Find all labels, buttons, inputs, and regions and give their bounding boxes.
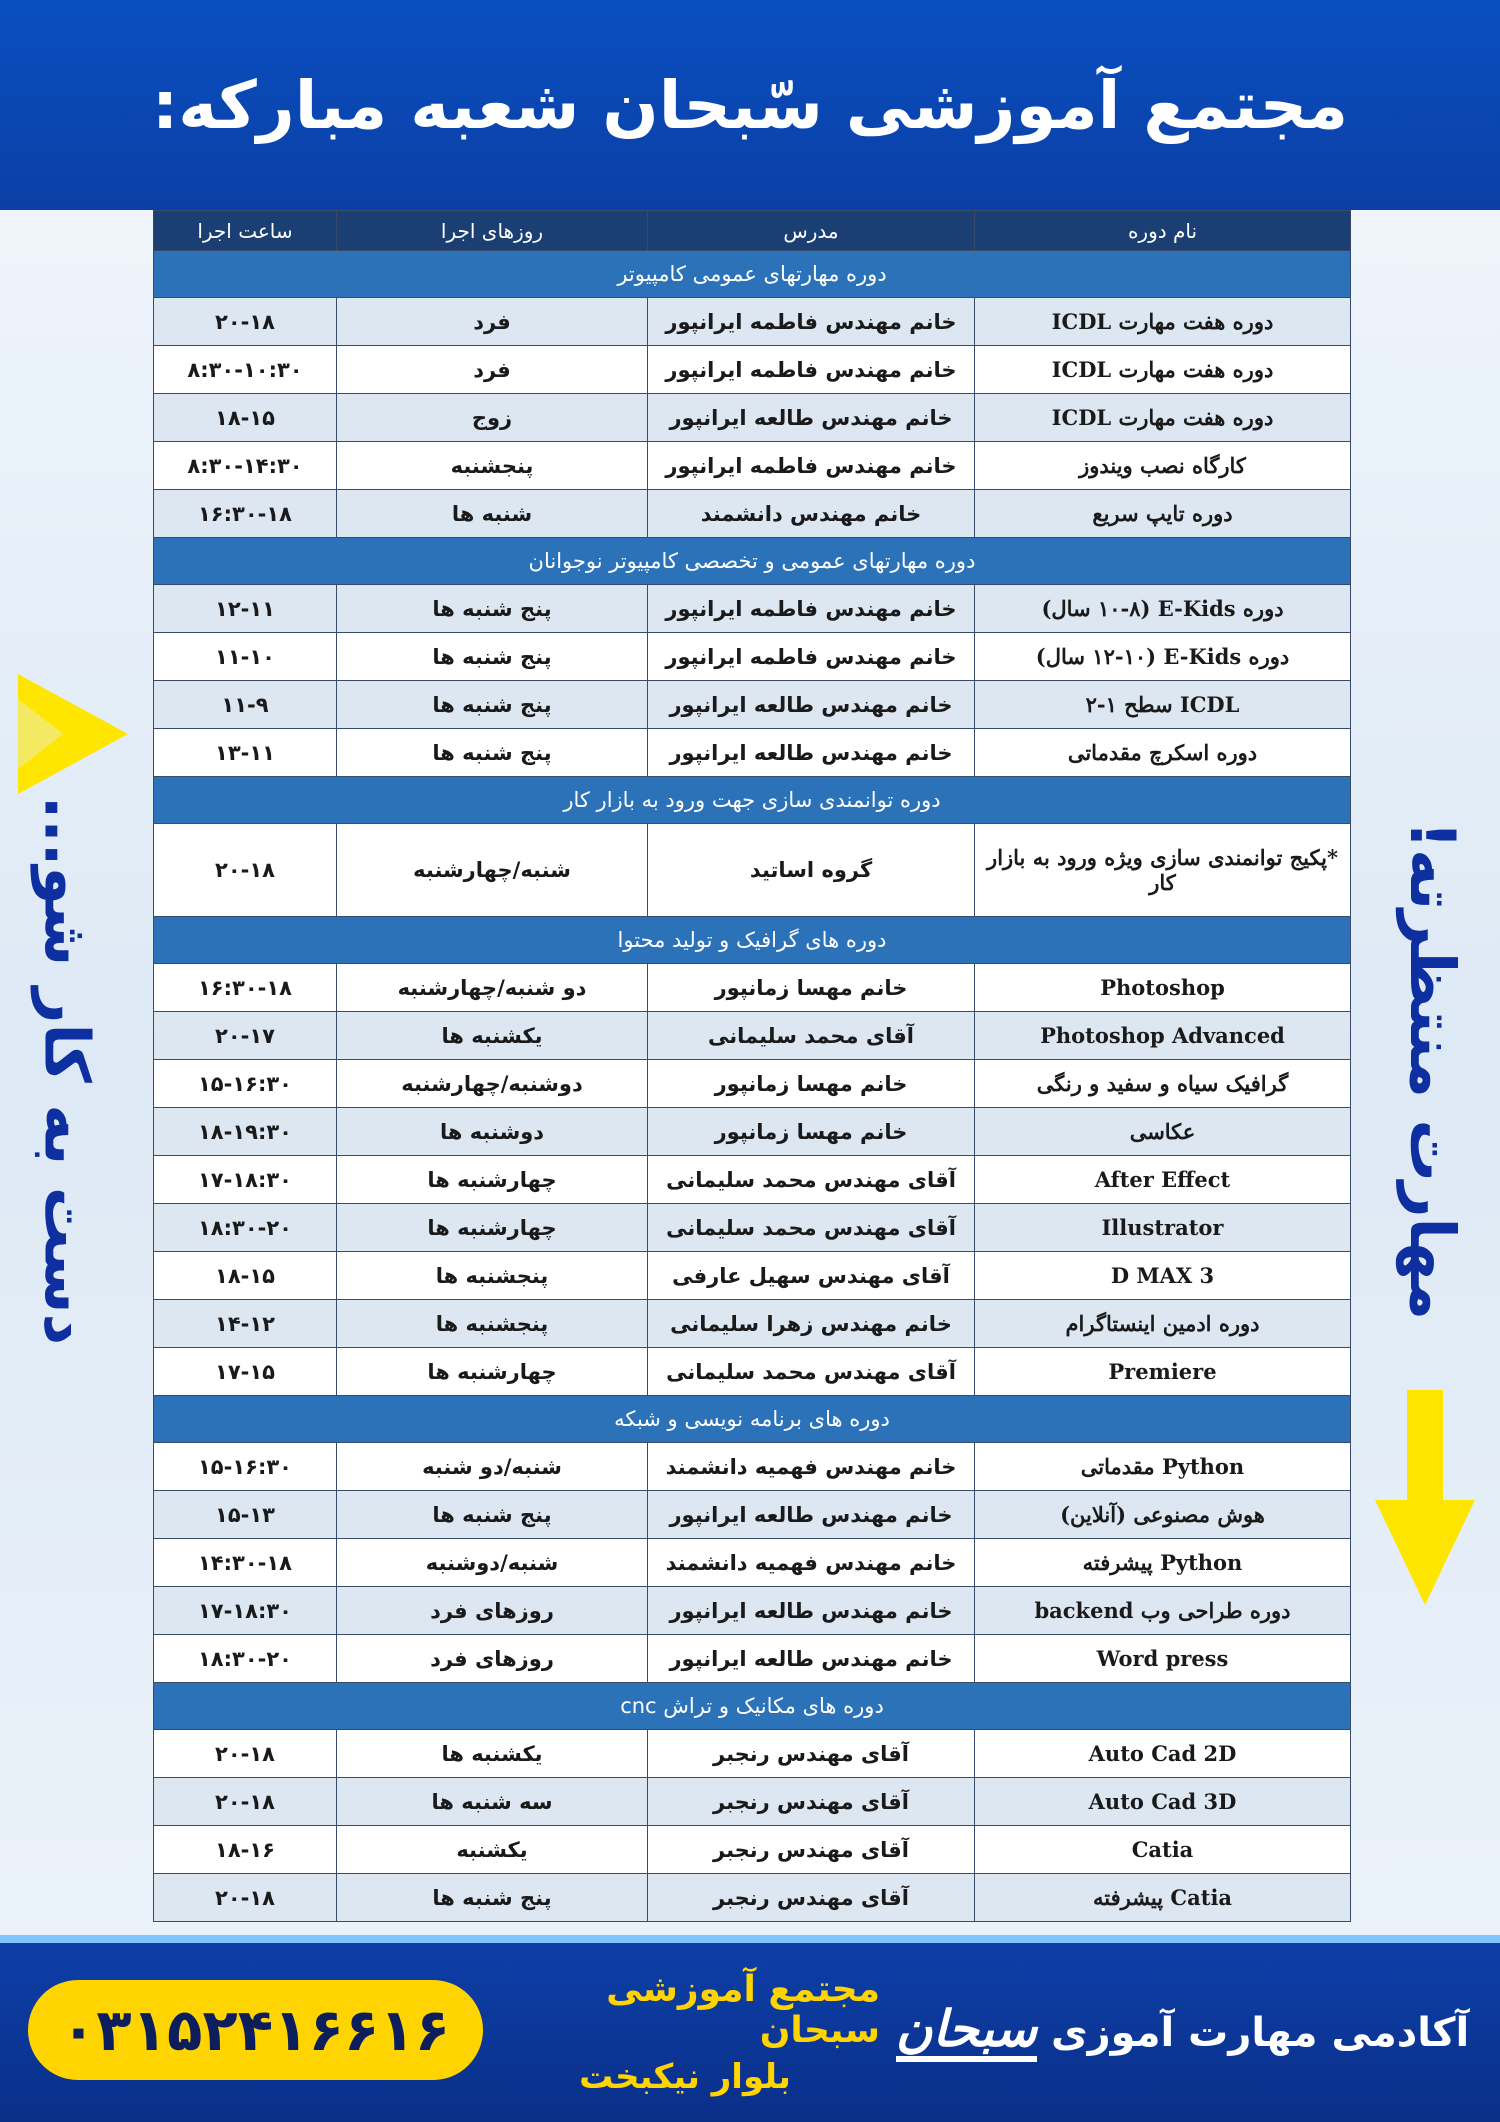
course-name-cell: Python مقدماتی: [975, 1443, 1351, 1491]
section-row: [154, 777, 1351, 824]
time-cell: ۱۷-۱۸:۳۰: [154, 1156, 337, 1204]
teacher-cell: خانم مهندس فاطمه ایرانپور: [648, 585, 975, 633]
section-title: دوره مهارتهای عمومی کامپیوتر: [154, 251, 1351, 298]
days-cell: پنج شنبه ها: [337, 585, 648, 633]
days-cell: پنجشنبه: [337, 442, 648, 490]
time-cell: ۲۰-۱۷: [154, 1012, 337, 1060]
teacher-cell: خانم مهندس فاطمه ایرانپور: [648, 442, 975, 490]
table-row: [154, 1587, 1351, 1635]
header-banner: [0, 0, 1500, 210]
days-cell: پنج شنبه ها: [337, 681, 648, 729]
table-row: [154, 1060, 1351, 1108]
table-row: [154, 1300, 1351, 1348]
table-row: [154, 298, 1351, 346]
time-cell: ۲۰-۱۸: [154, 1778, 337, 1826]
time-cell: ۱۱-۱۰: [154, 633, 337, 681]
course-name-cell: *پکیج توانمندی سازی ویژه ورود به بازار کار: [975, 824, 1351, 917]
table-row: [154, 490, 1351, 538]
course-name-cell: عکاسی: [975, 1108, 1351, 1156]
time-cell: ۱۸-۱۹:۳۰: [154, 1108, 337, 1156]
time-cell: ۲۰-۱۸: [154, 824, 337, 917]
days-cell: فرد: [337, 346, 648, 394]
time-cell: ۱۷-۱۵: [154, 1348, 337, 1396]
teacher-cell: آقای مهندس سهیل عارفی: [648, 1252, 975, 1300]
days-cell: پنج شنبه ها: [337, 729, 648, 777]
days-cell: شنبه ها: [337, 490, 648, 538]
teacher-cell: گروه اساتید: [648, 824, 975, 917]
table-row: [154, 394, 1351, 442]
section-row: [154, 538, 1351, 585]
teacher-cell: خانم مهندس طالعه ایرانپور: [648, 394, 975, 442]
time-cell: ۱۳-۱۱: [154, 729, 337, 777]
time-cell: ۸:۳۰-۱۰:۳۰: [154, 346, 337, 394]
side-slogan-right: [1378, 760, 1488, 1380]
teacher-cell: خانم مهندس فاطمه ایرانپور: [648, 298, 975, 346]
academy-brand: [885, 1978, 1480, 2088]
phone-number[interactable]: ۰۳۱۵۲۴۱۶۶۱۶: [60, 1996, 451, 2064]
table-row: [154, 633, 1351, 681]
table-row: [154, 1156, 1351, 1204]
days-cell: پنج شنبه ها: [337, 1491, 648, 1539]
course-schedule-table: [153, 210, 1351, 1922]
section-title: دوره های گرافیک و تولید محتوا: [154, 917, 1351, 964]
teacher-cell: خانم مهندس فاطمه ایرانپور: [648, 633, 975, 681]
section-title: دوره های برنامه نویسی و شبکه: [154, 1396, 1351, 1443]
teacher-cell: آقای مهندس محمد سلیمانی: [648, 1348, 975, 1396]
teacher-cell: خانم مهندس فهمیه دانشمند: [648, 1539, 975, 1587]
teacher-cell: خانم مهندس طالعه ایرانپور: [648, 1491, 975, 1539]
days-cell: پنجشنبه ها: [337, 1252, 648, 1300]
section-row: [154, 1396, 1351, 1443]
time-cell: ۱۸:۳۰-۲۰: [154, 1204, 337, 1252]
footer-banner: [0, 1943, 1500, 2122]
table-row: [154, 824, 1351, 917]
center-info: [490, 1969, 880, 2097]
days-cell: روزهای فرد: [337, 1587, 648, 1635]
column-header-time: ساعت اجرا: [154, 211, 337, 251]
time-cell: ۲۰-۱۸: [154, 298, 337, 346]
course-name-cell: گرافیک سیاه و سفید و رنگی: [975, 1060, 1351, 1108]
time-cell: ۱۷-۱۸:۳۰: [154, 1587, 337, 1635]
teacher-cell: خانم مهسا زمانپور: [648, 1108, 975, 1156]
time-cell: ۱۸:۳۰-۲۰: [154, 1635, 337, 1683]
phone-badge[interactable]: [28, 1980, 483, 2080]
teacher-cell: خانم مهسا زمانپور: [648, 964, 975, 1012]
teacher-cell: خانم مهندس فاطمه ایرانپور: [648, 346, 975, 394]
teacher-cell: خانم مهسا زمانپور: [648, 1060, 975, 1108]
table-row: [154, 1012, 1351, 1060]
table-row: [154, 681, 1351, 729]
time-cell: ۱۸-۱۵: [154, 1252, 337, 1300]
section-row: [154, 251, 1351, 298]
column-header-course: نام دوره: [975, 211, 1351, 251]
teacher-cell: آقای مهندس رنجبر: [648, 1778, 975, 1826]
table-row: [154, 346, 1351, 394]
course-name-cell: Catia پیشرفته: [975, 1874, 1351, 1922]
time-cell: ۲۰-۱۸: [154, 1730, 337, 1778]
table-row: [154, 442, 1351, 490]
teacher-cell: آقای مهندس محمد سلیمانی: [648, 1204, 975, 1252]
course-name-cell: Word press: [975, 1635, 1351, 1683]
course-name-cell: دوره E-Kids (۱۰-۸ سال): [975, 585, 1351, 633]
arrow-down-icon: [1375, 1390, 1475, 1605]
course-name-cell: دوره هفت مهارت ICDL: [975, 298, 1351, 346]
time-cell: ۱۲-۱۱: [154, 585, 337, 633]
days-cell: یکشنبه: [337, 1826, 648, 1874]
table-row: [154, 1635, 1351, 1683]
table-row: [154, 1204, 1351, 1252]
side-slogan-left-text: دست به کار شو...: [30, 795, 104, 1345]
table-row: [154, 964, 1351, 1012]
days-cell: فرد: [337, 298, 648, 346]
time-cell: ۱۸-۱۶: [154, 1826, 337, 1874]
days-cell: پنج شنبه ها: [337, 633, 648, 681]
time-cell: ۱۵-۱۳: [154, 1491, 337, 1539]
center-address: بلوار نیکبخت: [579, 2057, 791, 2097]
days-cell: شنبه/چهارشنبه: [337, 824, 648, 917]
section-row: [154, 1683, 1351, 1730]
days-cell: روزهای فرد: [337, 1635, 648, 1683]
teacher-cell: خانم مهندس طالعه ایرانپور: [648, 1635, 975, 1683]
course-name-cell: After Effect: [975, 1156, 1351, 1204]
side-slogan-left: [12, 760, 122, 1380]
teacher-cell: آقای مهندس رنجبر: [648, 1826, 975, 1874]
column-header-teacher: مدرس: [648, 211, 975, 251]
table-row: [154, 1874, 1351, 1922]
course-name-cell: دوره هفت مهارت ICDL: [975, 394, 1351, 442]
time-cell: ۱۴-۱۲: [154, 1300, 337, 1348]
course-name-cell: Photoshop Advanced: [975, 1012, 1351, 1060]
table-row: [154, 1348, 1351, 1396]
teacher-cell: آقای مهندس رنجبر: [648, 1730, 975, 1778]
course-name-cell: Illustrator: [975, 1204, 1351, 1252]
course-name-cell: دوره هفت مهارت ICDL: [975, 346, 1351, 394]
time-cell: ۲۰-۱۸: [154, 1874, 337, 1922]
course-name-cell: Auto Cad 2D: [975, 1730, 1351, 1778]
teacher-cell: خانم مهندس دانشمند: [648, 490, 975, 538]
course-name-cell: دوره E-Kids (۱۲-۱۰ سال): [975, 633, 1351, 681]
table-row: [154, 1252, 1351, 1300]
time-cell: ۱۱-۹: [154, 681, 337, 729]
center-name: مجتمع آموزشی سبحان: [606, 1969, 880, 2051]
time-cell: ۱۵-۱۶:۳۰: [154, 1443, 337, 1491]
teacher-cell: خانم مهندس زهرا سلیمانی: [648, 1300, 975, 1348]
teacher-cell: آقای مهندس محمد سلیمانی: [648, 1156, 975, 1204]
academy-name: آکادمی مهارت آموزی: [1050, 2010, 1470, 2056]
course-name-cell: ICDL سطح ۱-۲: [975, 681, 1351, 729]
side-slogan-right-text: مهارت منتظرته!: [1396, 820, 1470, 1320]
section-row: [154, 917, 1351, 964]
course-name-cell: دوره اسکرچ مقدماتی: [975, 729, 1351, 777]
days-cell: چهارشنبه ها: [337, 1156, 648, 1204]
days-cell: یکشنبه ها: [337, 1730, 648, 1778]
days-cell: دوشنبه/چهارشنبه: [337, 1060, 648, 1108]
table-row: [154, 1491, 1351, 1539]
course-name-cell: دوره طراحی وب backend: [975, 1587, 1351, 1635]
days-cell: پنج شنبه ها: [337, 1874, 648, 1922]
days-cell: دوشنبه ها: [337, 1108, 648, 1156]
time-cell: ۱۴:۳۰-۱۸: [154, 1539, 337, 1587]
course-name-cell: Auto Cad 3D: [975, 1778, 1351, 1826]
course-name-cell: کارگاه نصب ویندوز: [975, 442, 1351, 490]
time-cell: ۱۶:۳۰-۱۸: [154, 490, 337, 538]
table-row: [154, 1826, 1351, 1874]
table-row: [154, 585, 1351, 633]
teacher-cell: خانم مهندس فهمیه دانشمند: [648, 1443, 975, 1491]
table-row: [154, 1730, 1351, 1778]
table-row: [154, 1443, 1351, 1491]
time-cell: ۱۸-۱۵: [154, 394, 337, 442]
course-name-cell: Python پیشرفته: [975, 1539, 1351, 1587]
days-cell: شنبه/دوشنبه: [337, 1539, 648, 1587]
teacher-cell: خانم مهندس طالعه ایرانپور: [648, 1587, 975, 1635]
days-cell: شنبه/دو شنبه: [337, 1443, 648, 1491]
table-row: [154, 1539, 1351, 1587]
table-header-row: [154, 211, 1351, 251]
days-cell: پنجشنبه ها: [337, 1300, 648, 1348]
days-cell: چهارشنبه ها: [337, 1348, 648, 1396]
section-title: دوره های مکانیک و تراش cnc: [154, 1683, 1351, 1730]
footer-divider: [0, 1935, 1500, 1943]
teacher-cell: آقای مهندس رنجبر: [648, 1874, 975, 1922]
days-cell: زوج: [337, 394, 648, 442]
days-cell: دو شنبه/چهارشنبه: [337, 964, 648, 1012]
course-name-cell: دوره ادمین اینستاگرام: [975, 1300, 1351, 1348]
course-name-cell: Catia: [975, 1826, 1351, 1874]
course-name-cell: Photoshop: [975, 964, 1351, 1012]
time-cell: ۱۶:۳۰-۱۸: [154, 964, 337, 1012]
course-name-cell: هوش مصنوعی (آنلاین): [975, 1491, 1351, 1539]
days-cell: یکشنبه ها: [337, 1012, 648, 1060]
table-body: [154, 251, 1351, 1922]
teacher-cell: خانم مهندس طالعه ایرانپور: [648, 729, 975, 777]
page-title: مجتمع آموزشی سّبحان شعبه مبارکه:: [151, 66, 1349, 144]
table-row: [154, 1108, 1351, 1156]
teacher-cell: آقای محمد سلیمانی: [648, 1012, 975, 1060]
time-cell: ۸:۳۰-۱۴:۳۰: [154, 442, 337, 490]
section-title: دوره توانمندی سازی جهت ورود به بازار کار: [154, 777, 1351, 824]
course-name-cell: دوره تایپ سریع: [975, 490, 1351, 538]
academy-logo: سبحان: [896, 2004, 1037, 2062]
teacher-cell: خانم مهندس طالعه ایرانپور: [648, 681, 975, 729]
course-name-cell: 3 D MAX: [975, 1252, 1351, 1300]
section-title: دوره مهارتهای عمومی و تخصصی کامپیوتر نوجوانان: [154, 538, 1351, 585]
time-cell: ۱۵-۱۶:۳۰: [154, 1060, 337, 1108]
days-cell: چهارشنبه ها: [337, 1204, 648, 1252]
days-cell: سه شنبه ها: [337, 1778, 648, 1826]
table-header: [154, 211, 1351, 251]
column-header-days: روزهای اجرا: [337, 211, 648, 251]
table-row: [154, 1778, 1351, 1826]
course-name-cell: Premiere: [975, 1348, 1351, 1396]
table-row: [154, 729, 1351, 777]
